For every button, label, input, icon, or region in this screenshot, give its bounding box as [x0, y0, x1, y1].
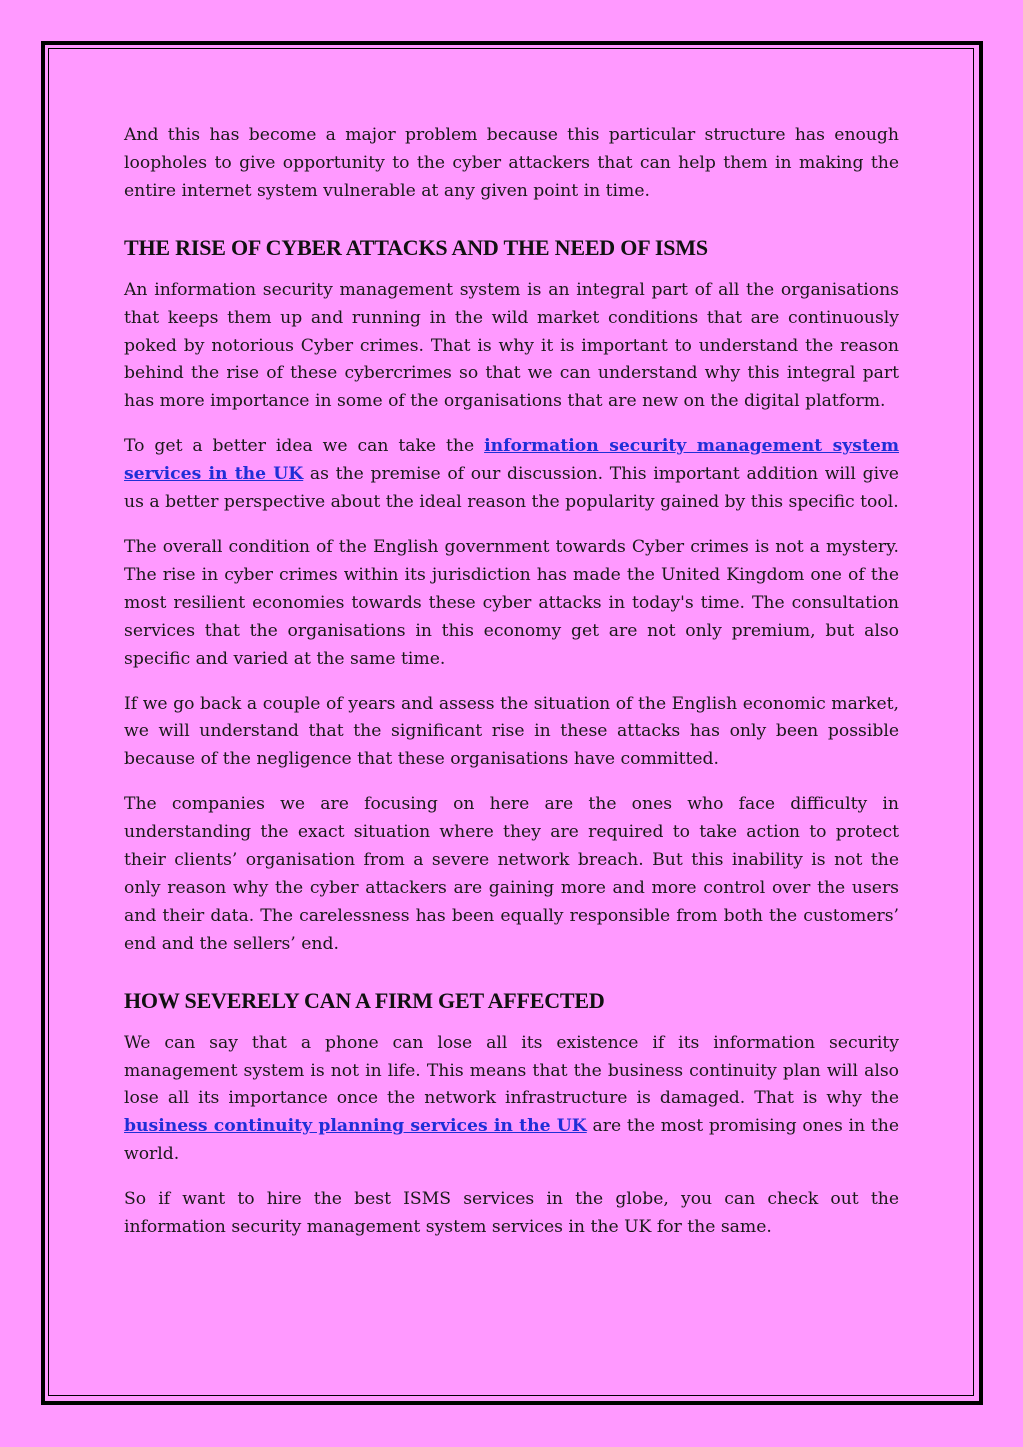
- section-heading-rise-of-cyber-attacks: THE RISE OF CYBER ATTACKS AND THE NEED OF ISMS: [124, 234, 708, 260]
- paragraph-companies-focusing: The companies we are focusing on here are the ones who face difficulty in understanding the exact situation where they are required to take action to protect their clients’ organisation from a severe network breach. But this inability is not the only reason why the cyber attackers are gaining more and more control over the users and their data. The carelessness has been equally responsible from both the customers’ end and the sellers’ end.: [124, 794, 899, 954]
- paragraph-text: are the most promising ones in the world.: [124, 1116, 899, 1165]
- business-continuity-link[interactable]: business continuity planning services in the UK: [124, 1116, 587, 1137]
- paragraph-couple-of-years: If we go back a couple of years and assess the situation of the English economic market, we will understand that the significant rise in these attacks has only been possible because of the negligence that these organisations have committed.: [124, 693, 899, 770]
- paragraph-text: We can say that a phone can lose all its existence if its information security management system is not in life. This means that the business continuity plan will also lose all its importance once the network infrastructure is damaged. That is why the: [124, 1032, 899, 1109]
- paragraph-isms-integral: An information security management system is an integral part of all the organisations that keeps them up and running in the wild market conditions that are continuously poked by notorious Cyber crimes. That is why it is important to understand the reason behind the rise of these cybercrimes so that we can understand why this integral part has more importance in some of the organisations that are new on the digital platform.: [124, 279, 899, 412]
- paragraph-better-idea: [124, 433, 899, 517]
- paragraph-hire-best-isms: So if want to hire the best ISMS services in the globe, you can check out the information security management system services in the UK for the same.: [124, 1189, 899, 1238]
- document-body: [124, 122, 899, 1259]
- isms-services-link[interactable]: information security management system services in the UK: [124, 436, 900, 485]
- paragraph-english-government: The overall condition of the English government towards Cyber crimes is not a mystery. The rise in cyber crimes within its jurisdiction has made the United Kingdom one of the most resilient economies towards these cyber attacks in today's time. The consultation services that the organisations in this economy get are not only premium, but also specific and varied at the same time.: [124, 536, 899, 669]
- paragraph-text: as the premise of our discussion. This important addition will give us a better perspective about the ideal reason the popularity gained by this specific tool.: [124, 464, 899, 513]
- section-heading-how-severely: HOW SEVERELY CAN A FIRM GET AFFECTED: [124, 987, 605, 1013]
- paragraph-text: To get a better idea we can take the: [124, 436, 485, 457]
- paragraph-phone-lose: [124, 1030, 899, 1170]
- intro-paragraph: And this has become a major problem because this particular structure has enough loopholes to give opportunity to the cyber attackers that can help them in making the entire internet system vulnerable at any given point in time.: [124, 125, 899, 201]
